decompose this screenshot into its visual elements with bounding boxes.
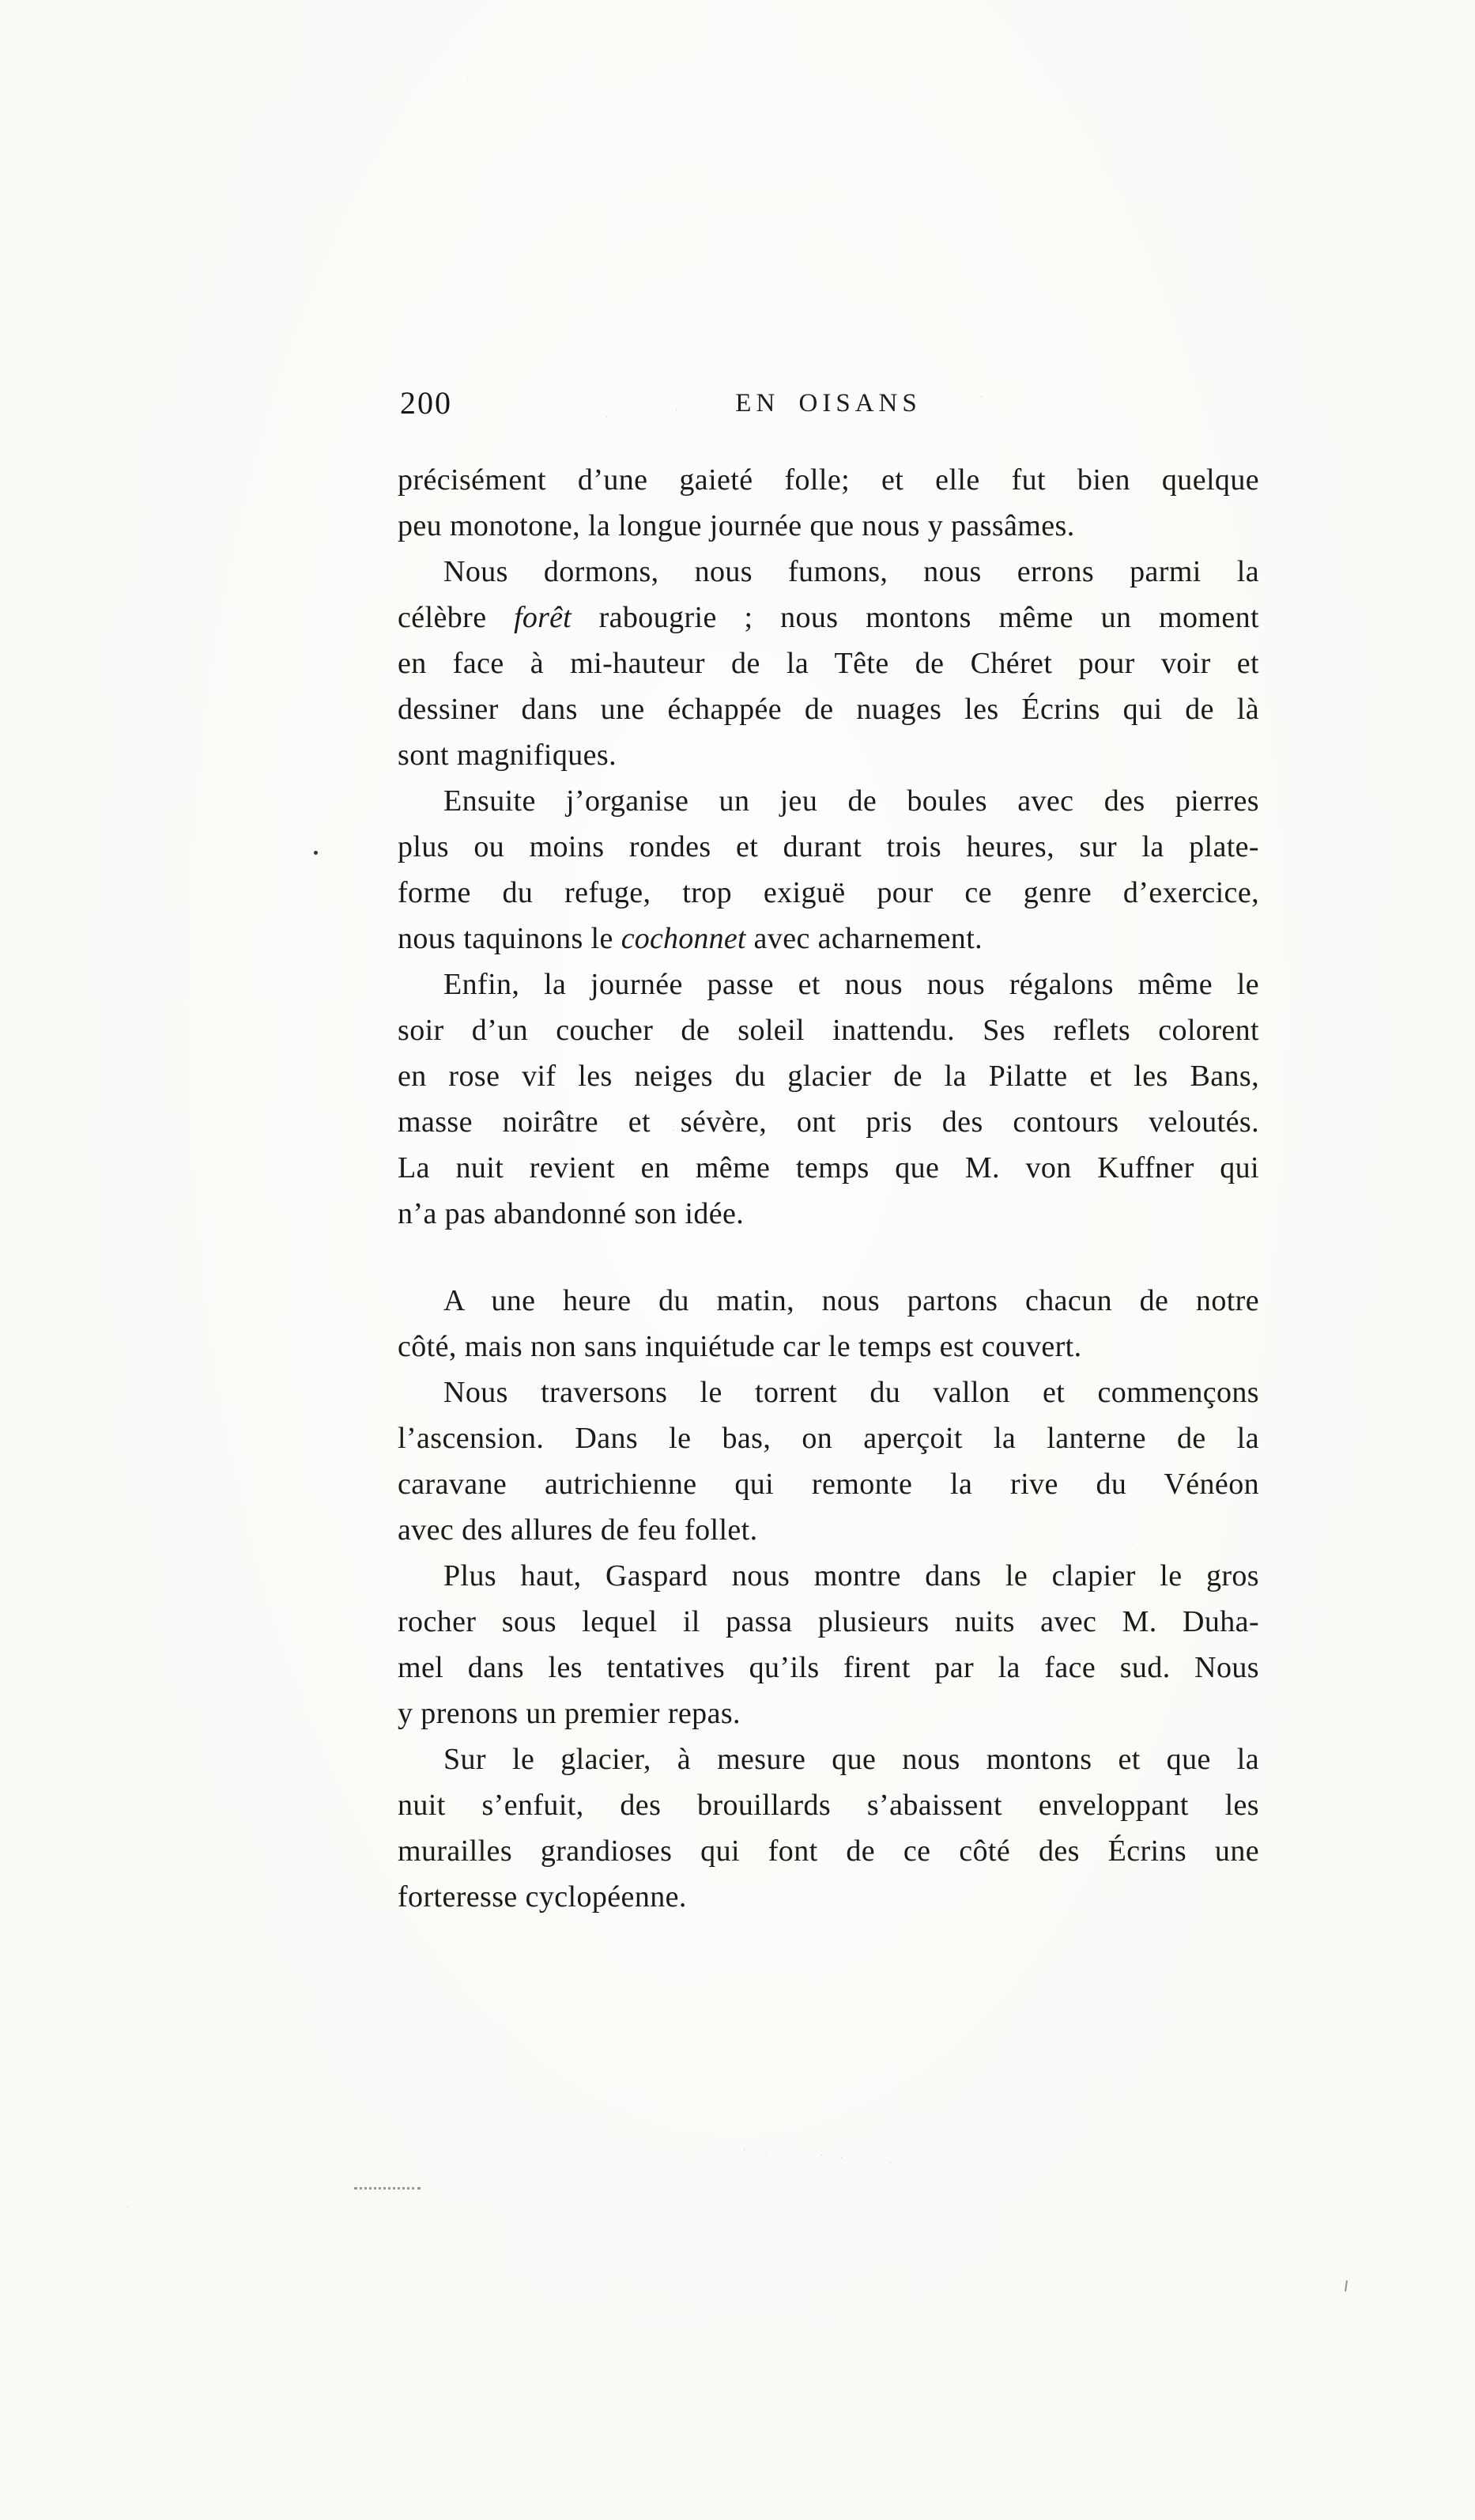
text-line — [398, 1370, 1259, 1415]
text-segment: forme du refuge, trop exiguë pour ce genre d’exercice, — [398, 876, 1259, 909]
text-segment: forteresse cyclopéenne. — [398, 1880, 687, 1914]
text-line — [398, 962, 1259, 1007]
text-segment: Ensuite j’organise un jeu de boules avec des pierres — [443, 784, 1259, 818]
text-line — [398, 1099, 1259, 1145]
text-line — [398, 1324, 1259, 1370]
scan-speck — [0, 0, 2, 2]
text-line — [398, 549, 1259, 595]
paragraph — [398, 1553, 1259, 1736]
text-line — [398, 686, 1259, 732]
text-line — [398, 1415, 1259, 1461]
text-segment: sont magnifiques. — [398, 739, 617, 772]
text-line — [398, 778, 1259, 824]
text-segment: en face à mi-hauteur de la Tête de Chéret pour voir et — [398, 647, 1259, 680]
paragraph — [398, 1370, 1259, 1553]
body-text — [398, 457, 1259, 1920]
paragraph — [398, 778, 1259, 962]
scan-artifact — [1345, 2280, 1348, 2291]
text-segment: Nous traversons le torrent du vallon et commençons — [443, 1376, 1259, 1409]
text-line — [398, 595, 1259, 640]
text-segment: rocher sous lequel il passa plusieurs nuits avec M. Duha- — [398, 1605, 1259, 1638]
text-line — [398, 1645, 1259, 1691]
paragraph — [398, 1278, 1259, 1370]
paragraph — [398, 962, 1259, 1237]
text-line — [398, 640, 1259, 686]
text-segment: avec des allures de feu follet. — [398, 1513, 758, 1547]
text-line — [398, 1278, 1259, 1324]
text-line — [398, 1145, 1259, 1191]
text-line — [398, 1599, 1259, 1645]
text-line — [398, 1191, 1259, 1237]
text-line — [398, 1553, 1259, 1599]
text-segment: soir d’un coucher de soleil inattendu. Ses reflets colorent — [398, 1014, 1259, 1047]
text-segment: Enfin, la journée passe et nous nous régalons même le — [443, 968, 1259, 1001]
text-segment: Nous dormons, nous fumons, nous errons parmi la — [443, 555, 1259, 588]
text-line — [398, 824, 1259, 870]
italic-text: cochonnet — [621, 922, 746, 955]
text-segment: Sur le glacier, à mesure que nous montons et que la — [443, 1743, 1259, 1776]
text-segment: murailles grandioses qui font de ce côté des Écrins une — [398, 1834, 1259, 1868]
text-line — [398, 1782, 1259, 1828]
text-segment: rabougrie ; nous montons même un moment — [571, 601, 1259, 634]
text-line — [398, 1053, 1259, 1099]
scan-artifact — [354, 2187, 421, 2189]
text-line — [398, 1736, 1259, 1782]
text-segment: précisément d’une gaieté folle; et elle fut bien quelque — [398, 463, 1259, 497]
text-segment: Plus haut, Gaspard nous montre dans le clapier le gros — [443, 1559, 1259, 1592]
text-line — [398, 916, 1259, 962]
text-segment: l’ascension. Dans le bas, on aperçoit la lanterne de la — [398, 1422, 1259, 1455]
page-number: 200 — [400, 385, 452, 421]
text-segment: La nuit revient en même temps que M. von Kuffner qui — [398, 1151, 1259, 1184]
text-segment: y prenons un premier repas. — [398, 1697, 741, 1730]
text-line — [398, 1828, 1259, 1874]
text-line — [398, 1007, 1259, 1053]
text-segment: dessiner dans une échappée de nuages les Écrins qui de là — [398, 693, 1259, 726]
text-line — [398, 732, 1259, 778]
text-segment: caravane autrichienne qui remonte la rive du Vénéon — [398, 1468, 1259, 1501]
text-segment: masse noirâtre et sévère, ont pris des contours veloutés. — [398, 1105, 1259, 1139]
text-segment: plus ou moins rondes et durant trois heures, sur la plate- — [398, 830, 1259, 863]
text-line — [398, 1874, 1259, 1920]
running-header: EN OISANS — [735, 389, 922, 417]
text-segment: avec acharnement. — [745, 922, 983, 955]
text-segment: célèbre — [398, 601, 515, 634]
text-line — [398, 457, 1259, 503]
paragraph — [398, 457, 1259, 549]
paragraph — [398, 1736, 1259, 1920]
italic-text: forêt — [514, 601, 572, 634]
text-segment: A une heure du matin, nous partons chacun de notre — [443, 1284, 1259, 1317]
text-line — [398, 1691, 1259, 1736]
text-segment: en rose vif les neiges du glacier de la Pilatte et les Bans, — [398, 1060, 1259, 1093]
text-segment: côté, mais non sans inquiétude car le temps est couvert. — [398, 1330, 1082, 1363]
text-segment: mel dans les tentatives qu’ils firent par la face sud. Nous — [398, 1651, 1259, 1684]
text-segment: nous taquinons le — [398, 922, 621, 955]
text-line — [398, 1461, 1259, 1507]
paragraph — [398, 549, 1259, 778]
text-line — [398, 1507, 1259, 1553]
text-segment: n’a pas abandonné son idée. — [398, 1197, 745, 1230]
text-segment: peu monotone, la longue journée que nous y passâmes. — [398, 509, 1075, 542]
text-line — [398, 503, 1259, 549]
text-segment: nuit s’enfuit, des brouillards s’abaissent enveloppant les — [398, 1789, 1259, 1822]
text-line — [398, 870, 1259, 916]
